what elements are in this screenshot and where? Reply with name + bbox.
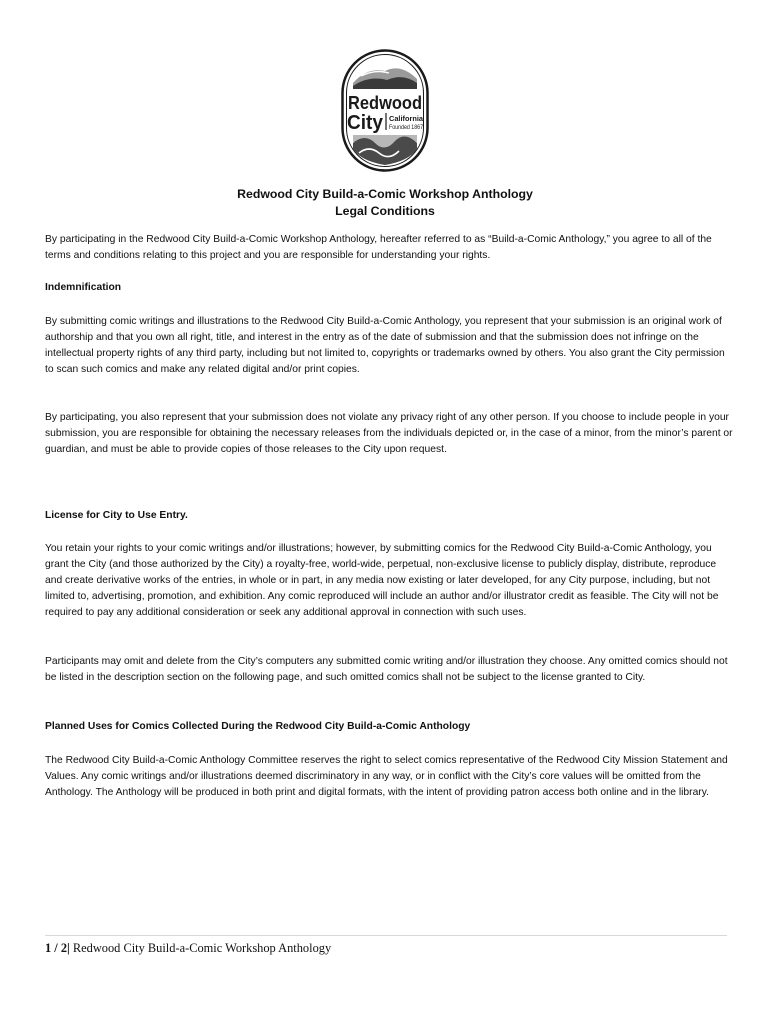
- page-number: 1 / 2|: [45, 941, 70, 955]
- indemnification-heading: Indemnification: [45, 282, 122, 293]
- indemnification-paragraph-2: By participating, you also represent that your submission does not violate any privacy right of any other person. If you choose to include people in your submission, you are responsible for obtaining the necessary releases from the individuals depicted or, in the case of a minor, from the minor’s parent or guardian, and must be able to provide copies of those releases to the City upon request.: [45, 412, 733, 455]
- intro-paragraph: By participating in the Redwood City Build-a-Comic Workshop Anthology, hereafter referred to as “Build-a-Comic Anthology,” you agree to all of the terms and conditions relating to this project and you are responsible for understanding your rights.: [45, 234, 712, 261]
- logo-founded-text: Founded 1867: [389, 125, 424, 131]
- logo-state-text: California: [389, 114, 424, 123]
- planned-uses-paragraph: The Redwood City Build-a-Comic Anthology Committee reserves the right to select comics representative of the Redwood City Mission Statement and Values. Any comic writings and/or illustrations deemed discriminatory in any way, or in conflict with the City’s core values will be omitted from the Anthology. The Anthology will be produced in both print and digital formats, with the intent of providing patron access both online and in the library.: [45, 755, 728, 798]
- license-paragraph-1: You retain your rights to your comic writings and/or illustrations; however, by submitting comics for the Redwood City Build-a-Comic Anthology, you grant the City (and those authorized by the City) a royalty-free, world-wide, perpetual, non-exclusive license to publicly display, distribute, reproduce and create derivative works of the entries, in whole or in part, in any media now existing or later developed, for any City purpose, including, but not limited to, advertising, promotion, and exhibition. Any comic reproduced will include an author and/or illustrator credit as feasible. The City will not be required to pay any additional consideration or seek any additional approval in connection with such uses.: [45, 543, 719, 618]
- logo-city-text: City: [347, 112, 384, 134]
- indemnification-paragraph-1: By submitting comic writings and illustrations to the Redwood City Build-a-Comic Anthology, you represent that your submission is an original work of authorship and that you own all right, title, and interest in the entry as of the date of submission and that the submission does not infringe on the intellectual property rights of any third party, including but not limited to, copyrights or trademarks owned by others. You also grant the City permission to scan such comics and make any related digital and/or print copies.: [45, 316, 725, 375]
- footer-title: Redwood City Build-a-Comic Workshop Anthology: [72, 941, 332, 955]
- page-footer: [45, 940, 331, 956]
- license-heading: License for City to Use Entry.: [45, 510, 188, 521]
- redwood-city-logo: [341, 49, 429, 172]
- document-title: Redwood City Build-a-Comic Workshop Anthology: [237, 187, 533, 201]
- footer-divider: [45, 935, 727, 936]
- document-subtitle: Legal Conditions: [335, 204, 435, 218]
- planned-uses-heading: Planned Uses for Comics Collected During the Redwood City Build-a-Comic Anthology: [45, 721, 471, 732]
- logo-redwood-text: Redwood: [348, 93, 422, 113]
- license-paragraph-2: Participants may omit and delete from the City’s computers any submitted comic writing and/or illustration they choose. Any omitted comics should not be listed in the description section on the following page, and such omitted comics shall not be subject to the license granted to City.: [45, 656, 728, 683]
